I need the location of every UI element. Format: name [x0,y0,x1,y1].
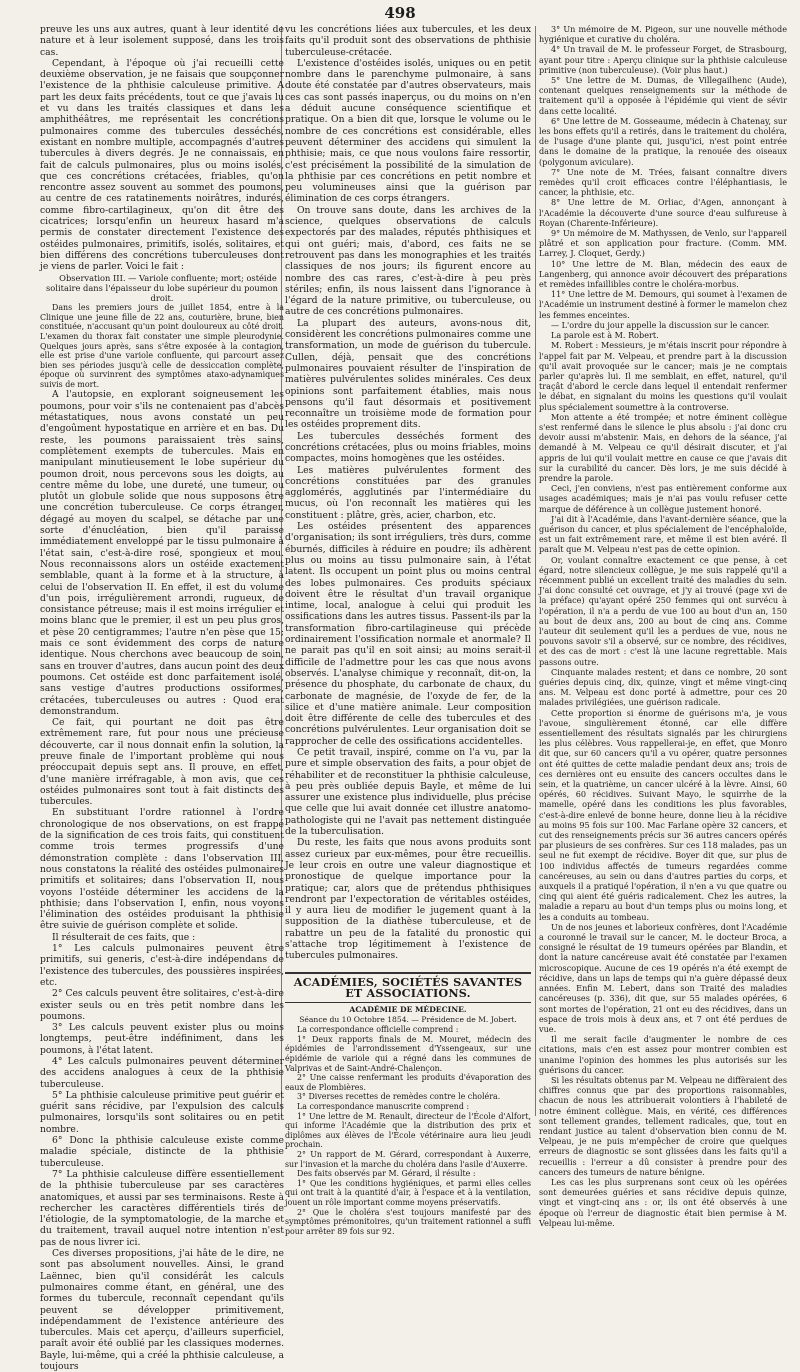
column-rule [535,26,536,1116]
correspondence-item: 10° Une lettre de M. Blan, médecin des eaux de Langenberg, qui annonce avoir découvert des préparations et remèdes infaillibles contre le choléra-morbus. [539,258,787,290]
correspondence-item: 4° Un travail de M. le professeur Forget, de Strasbourg, ayant pour titre : Aperçu clinique sur la phthisie calculeuse primitive (non tuberculeuse). (Voir plus haut.) [539,44,787,75]
correspondence-item: 3° Un mémoire de M. Pigeon, sur une nouvelle méthode hygiénique et curative du choléra. [539,24,787,45]
paragraph: J'ai dit à l'Académie, dans l'avant-dernière séance, que la guérison du cancer, et plus spécialement de l'encéphaloïde, est un fait extrêmement rare, et même il est bien avéré. Il paraît que M. Velpeau n'est pas de cette opinion. [539,513,787,555]
column-1 [40,24,284,1372]
paragraph: A l'autopsie, en explorant soigneusement les poumons, pour voir s'ils ne contenaient pas d'abcès métastatiques, nous avons constaté un peu d'engoûment hypostatique en arrière et en bas. Du reste, les poumons paraissaient très sains, complètement exempts de tubercules. Mais en manipulant minutieusement le lobe supérieur du poumon droit, nous percevons sous les doigts, au centre même du lobe, une dureté, une tumeur, ou plutôt un globule solide que nous supposons être une concrétion tuberculeuse. Ce corps étranger, dégagé au moyen du scalpel, se détache par une sorte d'énucléation, bien qu'il paraisse immédiatement enveloppé par le tissu pulmonaire à l'état sain, c'est-à-dire rosé, spongieux et mou. Nous reconnaissons alors un ostéide exactement semblable, quant à la forme et à la structure, à celui de l'observation II. En effet, il est du volume d'un pois, irrégulièrement arrondi, rugueux, de consistance pétreuse; mais il est moins irrégulier et moins blanc que le premier, il est un peu plus gros, et pèse 20 centigrammes; l'autre n'en pèse que 15; mais ce sont évidemment des corps de nature identique. Nous cherchons avec beaucoup de soin, sans en trouver d'autres, dans aucun point des deux poumons. Cet ostéide est donc parfaitement isolé, sans vestige d'autres productions ossiformes, crétacées, tuberculeuses ou autres : Quod erat demonstrandum. [40,389,284,717]
page-number: 498 [384,4,416,22]
paragraph: — L'ordre du jour appelle la discussion sur le cancer. [551,319,770,330]
paragraph: Les cas les plus surprenans sont ceux où les opérées sont demeurées guéries et sans récidive depuis quinze, vingt et vingt-cinq ans : or, ils ont été observés à une époque où l'erreur de diagnostic était bien permise à M. Velpeau lui-même. [539,1176,787,1228]
paragraph: vu les concrétions liées aux tubercules, et les deux faits qu'il produit sont des observations de phthisie tuberculeuse-crétacée. [285,24,531,58]
paragraph: Mon attente a été trompée; et notre éminent collègue s'est renfermé dans le silence le plus absolu : j'ai donc cru devoir aussi m'abstenir. Mais, en dehors de la séance, j'ai demandé à M. Velpeau ce qu'il désirait discuter, et j'ai appris de lui qu'il voulait mettre en cause ce que j'avais dit sur la curabilité du cancer. Dès lors, je me suis décidé à prendre la parole. [539,411,787,483]
academy-heading: ACADÉMIE DE MÉDECINE. [349,1005,467,1015]
paragraph: Il me serait facile d'augmenter le nombre de ces citations, mais c'en est assez pour montrer combien est unanime l'opinion des hommes les plus autorisés sur les guérisons du cancer. [539,1034,787,1075]
session-line: Séance du 10 Octobre 1854. — Présidence de M. Jobert. [299,1015,517,1025]
session-paragraph: 1° Une lettre de M. Renault, directeur de l'École d'Alfort, qui informe l'Académie que la distribution des prix et diplômes aux élèves de l'École vétérinaire aura lieu jeudi prochain. [285,1111,531,1150]
session-paragraph: 3° Diverses recettes de remèdes contre le choléra. [297,1092,501,1102]
correspondence-item: 7° Une note de M. Trées, faisant connaître divers remèdes qu'il croit efficaces contre l'éléphantiasis, le cancer, la phthisie, etc. [539,166,787,198]
paragraph: M. Robert : Messieurs, je m'étais inscrit pour répondre à l'appel fait par M. Velpeau, et prendre part à la discussion qu'il avait provoquée sur le cancer; mais je ne comptais parler qu'après lui. Il me semblait, en effet, naturel, qu'il traçât d'abord le cercle dans lequel il entendait renfermer le débat, en signalant du moins les questions qu'il voulait plus spécialement soumettre à la controverse. [539,340,787,412]
column-3 [539,24,787,1228]
paragraph: On trouve sans doute, dans les archives de la science, quelques observations de calculs expectorés par des malades, réputés phthisiques et qui ont guéri; mais, d'abord, ces faits ne se retrouvent pas dans les monographies et les traités classiques de nos jours; ils figurent encore au nombre des cas rares, c'est-à-dire à peu près stériles; enfin, ils nous laissent dans l'ignorance à l'égard de la nature primitive, ou tuberculeuse, ou autre de ces concrétions pulmonaires. [285,204,531,318]
correspondence-item: 9° Un mémoire de M. Mathyssen, de Venlo, sur l'appareil plâtré et son application pour fracture. (Comm. MM. Larrey, J. Cloquet, Gerdy.) [539,228,787,259]
paragraph: Ceci, j'en conviens, n'est pas entièrement conforme aux usages académiques; mais je n'ai pas voulu refuser cette marque de déférence à un collègue justement honoré. [539,483,787,514]
paragraph: Ces diverses propositions, j'ai hâte de le dire, ne sont pas absolument nouvelles. Ainsi, le grand Laënnec, bien qu'il considérât les calculs pulmonaires comme étant, en général, une des formes du tubercule, reconnaît cependant qu'ils peuvent se développer primitivement, indépendamment de l'existence antérieure des tubercules. Mais cet aperçu, d'ailleurs superficiel, paraît avoir été oublié par les classiques modernes. Bayle, lui-même, qui a créé la phthisie calculeuse, a toujours [40,1248,284,1372]
conclusion-item: 5° La phthisie calculeuse primitive peut guérir et guérit sans récidive, par l'expulsion des calculs pulmonaires, lorsqu'ils sont solitaires ou en petit nombre. [40,1089,284,1135]
session-paragraph: 1° Deux rapports finals de M. Mouret, médecin des épidémies de l'arrondissement d'Yssengeaux, sur une épidémie de variole qui a régné dans les communes de Valprivas et de Saint-André-Chalençon. [285,1034,531,1073]
paragraph: Un de nos jeunes et laborieux confrères, dont l'Académie a couronné le travail sur le cancer, M. le docteur Broca, a consigné le résultat de 19 tumeurs opérées par Blandin, et dont la nature cancéreuse avait été constatée par l'examen microscopique. Aucune de ces 19 opérés n'a été exempt de récidive, dans un laps de temps qui n'a guère dépassé deux années. Enfin M. Lebert, dans son Traité des maladies cancéreuses (p. 336), dit que, sur 55 malades opérées, 6 sont mortes de l'opération, 21 ont eu des récidives, dans un espace de trois mois à deux ans, et 7 ont été perdues de vue. [539,921,787,1034]
paragraph: Il résulterait de ces faits, que : [52,931,196,943]
session-paragraph: 2° Que le choléra s'est toujours manifesté par des symptômes prémonitoires, qu'un traitement rationnel a suffi pour arrêter 89 fois sur 92. [285,1207,531,1236]
paragraph: Cette proportion si énorme de guérisons m'a, je vous l'avoue, singulièrement étonné, car elle diffère essentiellement des résultats signalés par les chirurgiens les plus célèbres. Vous rappellerai-je, en effet, que Monro dit que, sur 60 cancers qu'il a vu opérer, quatre personnes ont été quittes de cette maladie pendant deux ans; trois de ces dernières ont eu ensuite des cancers occultes dans le sein, et la quatrième, un cancer ulcéré à la lèvre. Ainsi, 60 opérés, 60 récidives. Suivant Mayo, le squirrhe de la mamelle, opéré dans les conditions les plus favorables, c'est-à-dire enlevé de bonne heure, donne lieu à la récidive au moins 95 fois sur 100. Mac Farlane opère 32 cancers, et cut des renseignements précis sur 36 autres cancers opérés par plusieurs de ses confrères. Sur ces 118 malades, pas un seul ne fut exempt de récidive. Boyer dit que, sur plus de 100 individus affectés de tumeurs regardées comme cancéreuses, au sein ou dans d'autres parties du corps, et auxquels il a pratiqué l'opération, il n'en a vu que quatre ou cinq qui aient été guéris radicalement. Chez les autres, la maladie a reparu au bout d'un temps plus ou moins long, et les a conduits au tombeau. [539,707,787,922]
correspondence-item: 6° Une lettre de M. Gosseaume, médecin à Chatenay, sur les bons effets qu'il a retirés, dans le traitement du choléra, de l'usage d'une plante qui, jusqu'ici, n'est point entrée dans le domaine de la pratique, la renouée des oiseaux (polygonum aviculare). [539,115,787,167]
correspondence-item: 8° Une lettre de M. Orliac, d'Agen, annonçant à l'Académie la découverte d'une source d'eau sulfureuse à Royan (Charente-Inférieure). [539,197,787,228]
correspondence-item: 11° Une lettre de M. Demours, qui soumet à l'examen de l'Académie un instrument destiné à former le mamelon chez les femmes enceintes. [539,289,787,320]
paragraph: Cependant, à l'époque où j'ai recueilli cette deuxième observation, je ne faisais que soupçonner l'existence de la phthisie calculeuse primitive. A part les deux faits précédents, tout ce que j'avais lu et vu dans les traités classiques et dans les amphithéâtres, me représentait les concrétions pulmonaires comme des tubercules desséchés, existant en nombre multiple, accompagnés d'autres tubercules à divers degrés. Je ne connaissais, en fait de calculs pulmonaires, plus ou moins isolés, que ces concrétions crétacées, friables, qu'on rencontre assez souvent au sommet des poumons, au centre de ces ratatinements noirâtres, indurés, comme fibro-cartilagineux, qu'on dit être des cicatrices; lorsqu'enfin un heureux hasard m'a permis de constater directement l'existence des ostéides pulmonaires, primitifs, isolés, solitaires, et bien différens des concrétions tuberculeuses dont je viens de parler. Voici le fait : [40,57,284,273]
conclusion-item: 3° Les calculs peuvent exister plus ou moins longtemps, peut-être indéfiniment, dans les poumons, à l'état latent. [40,1022,284,1056]
case-report: Dans les premiers jours de juillet 1854, entre à la Clinique une jeune fille de 22 ans, couturière, brune, bien constituée, n'accusant qu'un point douloureux au côté droit. L'examen du thorax fait constater une simple pleurodynie. Quelques jours après, sans s'être exposée à la contagion, elle est prise d'une variole confluente, qui parcourt assez bien ses périodes jusqu'à celle de dessiccation complète, époque où survinrent des symptômes ataxo-adynamiques suivis de mort. [40,303,284,389]
conclusion-item: 7° La phthisie calculeuse diffère essentiellement de la phthisie tuberculeuse par ses caractères anatomiques, et aussi par ses terminaisons. Reste à rechercher les caractères différentiels tirés de l'étiologie, de la symptomatologie, de la marche et du traitement, travail auquel notre intention n'est pas de nous livrer ici. [40,1168,284,1248]
conclusion-item: 4° Les calculs pulmonaires peuvent déterminer des accidens analogues à ceux de la phthisie tuberculeuse. [40,1056,284,1090]
observation-title: Observation III. — Variole confluente; mort; ostéide solitaire dans l'épaisseur du lobe supérieur du poumon droit. [46,272,278,303]
paragraph: L'existence d'ostéides isolés, uniques ou en petit nombre dans le parenchyme pulmonaire, à sans doute été constatée par d'autres observateurs, mais ces cas sont passés inaperçus, ou du moins on n'en a déduit aucune conséquence scientifique et pratique. On a bien dit que, lorsque le volume ou le nombre de ces concrétions est considérable, elles peuvent déterminer des accidens qui simulent la phthisie; mais, ce que nous voulons faire ressortir, c'est précisément la possibilité de la simulation de la phthisie par ces concrétions en petit nombre et peu volumineuses ainsi que la guérison par élimination de ces corps étrangers. [285,57,531,205]
conclusion-item: 2° Ces calculs peuvent être solitaires, c'est-à-dire exister seuls ou en très petit nombre dans les poumons. [40,988,284,1022]
section-heading: ACADÉMIES, SOCIÉTÉS SAVANTES ET ASSOCIATIONS. [285,972,531,1004]
conclusion-item: 6° Donc la phthisie calculeuse existe comme maladie spéciale, distincte de la phthisie tuberculeuse. [40,1135,284,1169]
column-2 [285,24,531,1236]
paragraph: Si les résultats obtenus par M. Velpeau ne diffèraient des chiffres connus que par des proportions raisonnables, chacun de nous les attribuerait volontiers à l'habileté de notre éminent collègue. Mais, en vérité, ces différences sont tellement grandes, tellement radicales, que, tout en rendant justice au talent d'observation bien connu de M. Velpeau, je ne puis m'empêcher de croire que quelques erreurs de diagnostic se sont glissées dans les faits qu'il a recueillis : l'erreur a dû consister à prendre pour des cancers des tumeurs de nature bénigne. [539,1074,787,1177]
session-paragraph: Des faits observés par M. Gérard, il résulte : [297,1169,476,1179]
paragraph: La plupart des auteurs, avons-nous dit, considèrent les concrétions pulmonaires comme une transformation, un mode de guérison du tubercule. Cullen, déjà, pensait que des concrétions pulmonaires pouvaient résulter de l'inspiration de matières pulvérulentes solides minérales. Ces deux opinions sont parfaitement établies, mais nous pensons qu'il faut désormais et positivement reconnaître un troisième mode de formation pour les ostéides proprement dits. [285,317,531,431]
session-paragraph: La correspondance manuscrite comprend : [297,1101,470,1111]
session-paragraph: 2° Une caisse renfermant les produits d'évaporation des eaux de Plombières. [285,1073,531,1092]
paragraph: Or, voulant connaître exactement ce que pense, à cet égard, notre silencieux collègue, je me suis rappelé qu'il a récemment publié un excellent traité des maladies du sein. J'ai donc consulté cet ouvrage, et j'y ai trouvé (page xvi de la préface) qu'ayant opéré 250 femmes qui ont survécu à l'opération, il n'a a perdu de vue 100 au bout d'un an, 150 au bout de deux ans, 200 au bout de cinq ans. Comme l'auteur dit seulement qu'il les a perdues de vue, nous ne pouvons savoir s'il a observé, sur ce nombre, des récidives, et des cas de mort : c'est là une lacune regrettable. Mais passons outre. [539,554,787,667]
session-paragraph: La correspondance officielle comprend : [297,1025,459,1035]
paragraph: Du reste, les faits que nous avons produits sont assez curieux par eux-mêmes, pour être recueillis. Je leur crois en outre une valeur diagnostique et pronostique de quelque importance pour la pratique; car, alors que de prétendus phthisiques rendront par l'expectoration de véritables ostéides, il y aura lieu de modifier le jugement quant à la supposition de la diathèse tuberculeuse, et de rabattre un peu de la fatalité du pronostic qui s'attache trop légitimement à l'existence de tubercules pulmonaires. [285,837,531,962]
paragraph: Les tubercules desséchés forment des concrétions crétacées, plus ou moins friables, moins compactes, moins homogènes que les ostéides. [285,430,531,465]
paragraph: Les matières pulvérulentes forment des concrétions constituées par des granules agglomérés, agglutinés par l'intermédiaire du mucus, où l'on reconnaît les matières qui les constituent : plâtre, grès, acier, charbon, etc. [285,464,531,521]
paragraph: Ce fait, qui pourtant ne doit pas être extrêmement rare, fut pour nous une précieuse découverte, car il nous donnait enfin la solution, la preuve finale de l'important problème qui nous préoccupait depuis sept ans. Il prouve, en effet, d'une manière irréfragable, à mon avis, que ces ostéides pulmonaires sont tout à fait distincts des tubercules. [40,717,284,808]
paragraph: Ce petit travail, inspiré, comme on l'a vu, par la pure et simple observation des faits, a pour objet de réhabiliter et de reconstituer la phthisie calculeuse, à peu près oubliée depuis Bayle, et même de lui assurer une existence plus individuelle, plus précise que celle que lui avait donnée cet illustre anatomo-pathologiste qui ne l'avait pas nettement distinguée de la tuberculisation. [285,747,531,838]
conclusion-item: 1° Les calculs pulmonaires peuvent être primitifs, sui generis, c'est-à-dire indépendans de l'existence des tubercules, des poussières inspirées, etc. [40,943,284,988]
session-paragraph: 2° Un rapport de M. Gérard, correspondant à Auxerre, sur l'invasion et la marche du choléra dans l'asile d'Auxerre. [285,1149,531,1169]
paragraph: En substituant l'ordre rationnel à l'ordre chronologique de nos observations, on est frappé de la signification de ces trois faits, qui constituent comme trois termes progressifs d'une démonstration complète : dans l'observation III, nous constatons la réalité des ostéides pulmonaires primitifs et solitaires; dans l'observation II, nous voyons l'ostéide déterminer les accidens de la phthisie; dans l'observation I, enfin, nous voyons l'élimination des ostéides produisant la phthisie être suivie de guérison complète et solide. [40,807,284,932]
paragraph: Les ostéides présentent des apparences d'organisation; ils sont irréguliers, très durs, comme éburnés, difficiles à réduire en poudre; ils adhèrent plus ou moins au tissu pulmonaire sain, à l'état latent. Ils occupent un point plus ou moins central des lobes pulmonaires. Ces produits spéciaux doivent être le résultat d'un travail organique intime, local, analogue à celui qui produit les ossifications dans les autres tissus. Passent-ils par la transformation fibro-cartilagineuse qui précède ordinairement l'ossification normale et anormale? Il ne parait pas qu'il en soit ainsi; au moins serait-il difficile de l'admettre pour les cas que nous avons observés. L'analyse chimique y reconnaît, dit-on, la présence du phosphate, du carbonate de chaux, du carbonate de magnésie, de l'oxyde de fer, de la silice et d'une matière animale. Leur composition doit être différente de celle des tubercules et des concrétions pulvérulentes. Leur organisation doit se rapprocher de celle des ossifications accidentelles. [285,521,531,747]
paragraph: Cinquante malades restent; et dans ce nombre, 20 sont guéries depuis cinq, dix, quinze, vingt et même vingt-cinq ans. M. Velpeau est donc porté à admettre, pour ces 20 malades privilégiées, une guérison radicale. [539,666,787,708]
correspondence-item: 5° Une lettre de M. Dumas, de Villegailhenc (Aude), contenant quelques renseignements sur la méthode de traitement qu'il a opposée à l'épidémie qui vient de sévir dans cette localité. [539,75,787,116]
session-paragraph: 1° Que les conditions hygiéniques, et parmi elles celles qui ont trait à la quantité d'air, à l'espace et à la ventilation, jouent un rôle important comme moyens préservatifs. [285,1178,531,1207]
paragraph: preuve les uns aux autres, quant à leur identité de nature et à leur isolement supposé, dans les trois cas. [40,24,284,58]
paragraph: La parole est à M. Robert. [551,330,659,341]
